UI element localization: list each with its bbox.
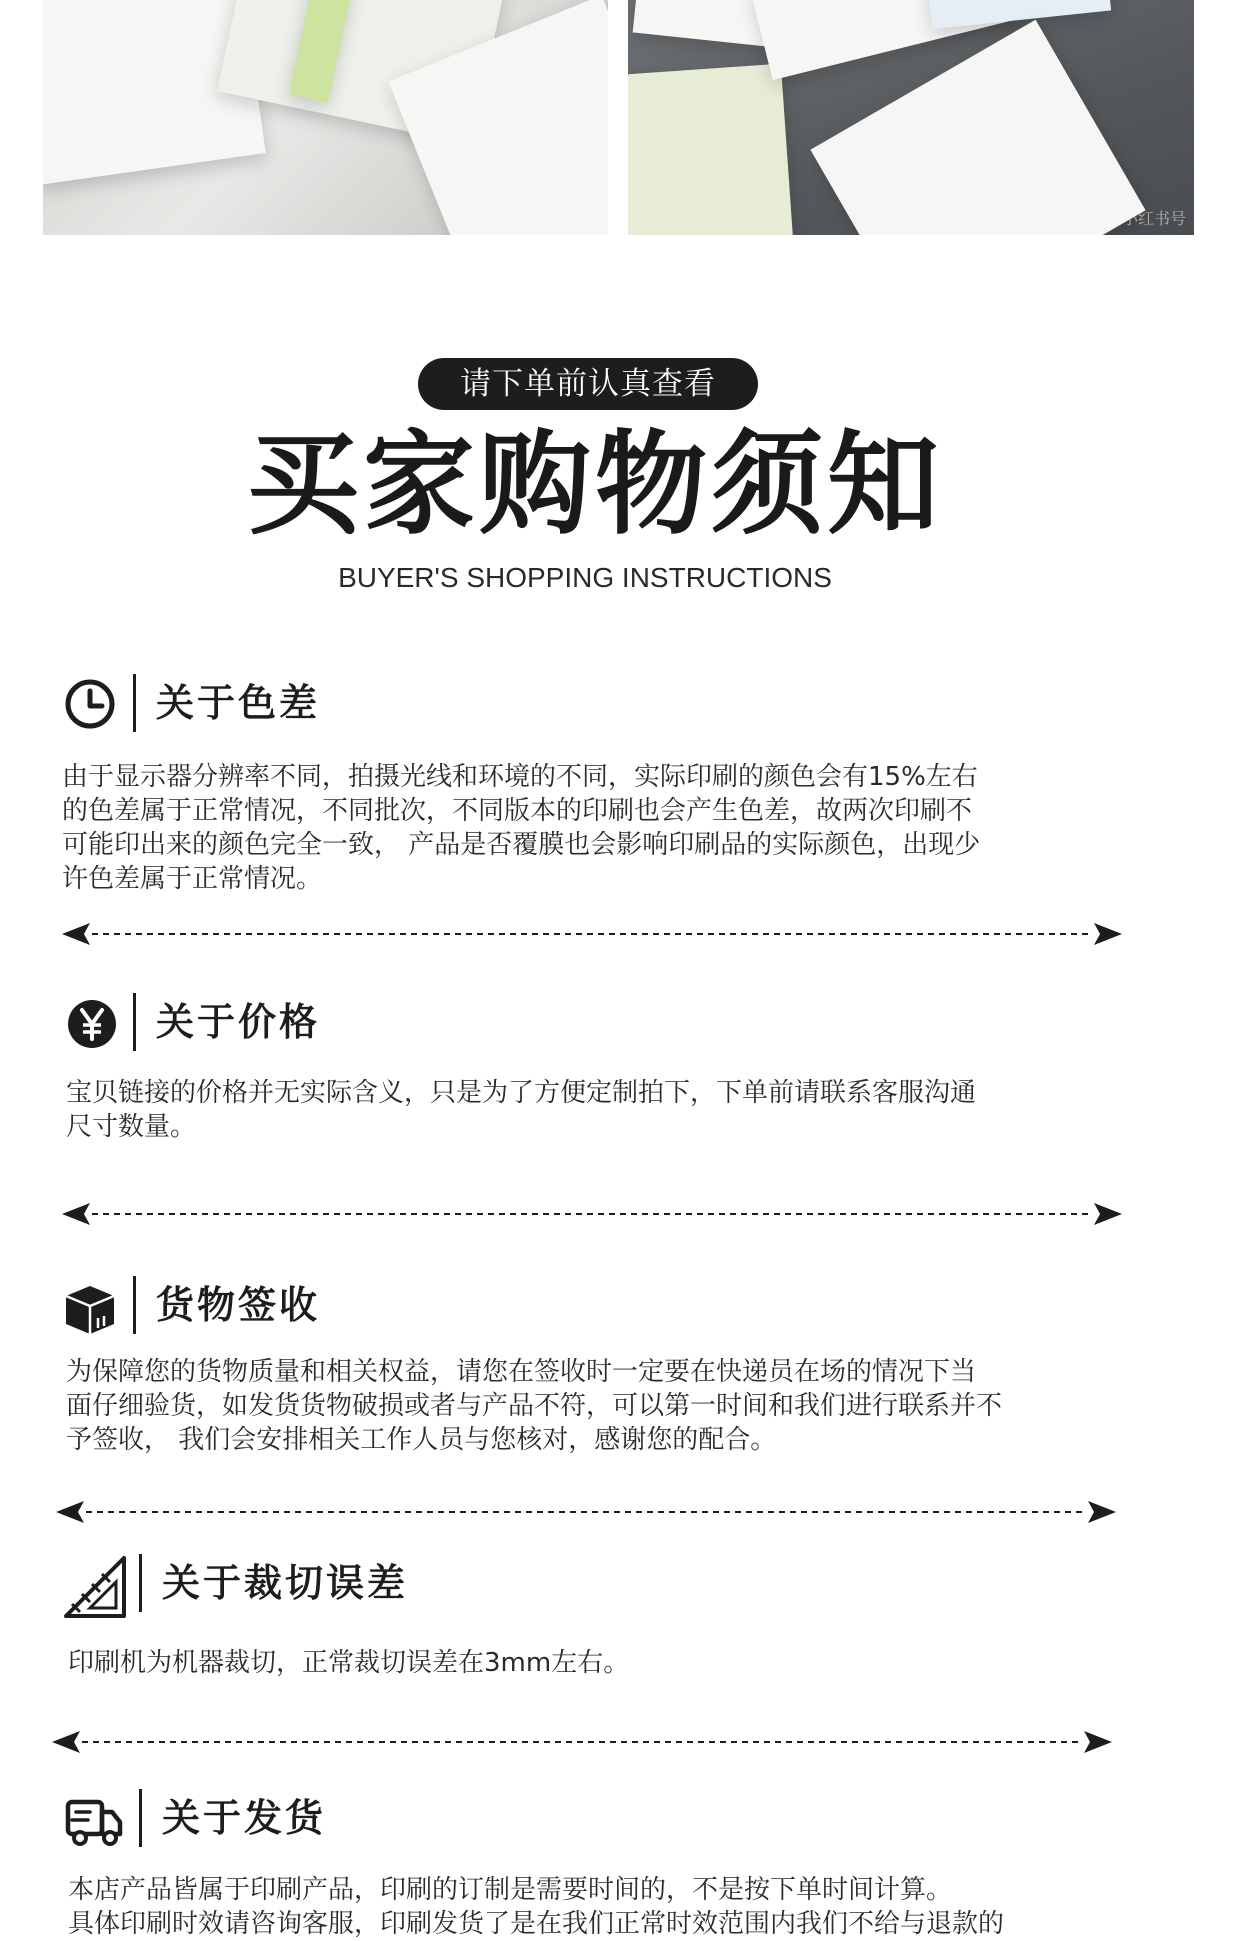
section-body-color: 由于显示器分辨率不同，拍摄光线和环境的不同，实际印刷的颜色会有15%左右 的色差属于正常情况，不同批次，不同版本的印刷也会产生色差，故两次印刷不 可能印出来的颜色完全一致， 产品是否覆膜也会影响印刷品的实际颜色，出现少 许色差属于正常情况。 <box>62 762 981 894</box>
dashed-divider <box>52 1727 1112 1757</box>
ruler-triangle-icon <box>62 1554 128 1620</box>
dashed-divider <box>62 1199 1122 1229</box>
section-heading-cutting: 关于裁切误差 <box>162 1561 409 1605</box>
section-heading-shipping: 关于发货 <box>162 1796 327 1840</box>
page-title: 买家购物须知 <box>247 420 943 550</box>
section-divider-bar <box>139 1789 142 1847</box>
notice-pill: 请下单前认真查看 <box>418 358 758 410</box>
section-heading-color: 关于色差 <box>156 681 321 725</box>
section-heading-receipt: 货物签收 <box>156 1283 321 1327</box>
product-photo-left <box>43 0 608 235</box>
package-icon <box>62 1280 118 1336</box>
section-divider-bar <box>133 674 136 732</box>
section-divider-bar <box>133 1276 136 1334</box>
section-divider-bar <box>133 993 136 1051</box>
watermark: 小红书号 <box>1121 209 1186 228</box>
delivery-truck-icon <box>64 1792 124 1852</box>
paper-box <box>925 0 1111 29</box>
section-heading-price: 关于价格 <box>156 1000 321 1044</box>
dashed-divider <box>56 1497 1116 1527</box>
product-photo-right <box>628 0 1194 235</box>
clock-icon <box>62 676 118 732</box>
section-body-shipping: 本店产品皆属于印刷产品，印刷的订制是需要时间的，不是按下单时间计算。 具体印刷时效请咨询客服，印刷发货了是在我们正常时效范围内我们不给与退款的 <box>68 1875 1005 1939</box>
page-subtitle: BUYER'S SHOPPING INSTRUCTIONS <box>338 562 832 593</box>
yen-icon <box>66 997 122 1053</box>
dashed-divider <box>62 919 1122 949</box>
paper-box <box>628 64 795 235</box>
section-divider-bar <box>139 1554 142 1612</box>
section-body-cutting: 印刷机为机器裁切，正常裁切误差在3mm左右。 <box>68 1648 630 1678</box>
section-body-receipt: 为保障您的货物质量和相关权益，请您在签收时一定要在快递员在场的情况下当 面仔细验货，如发货货物破损或者与产品不符，可以第一时间和我们进行联系并不 予签收， 我们会安排相关工作人员与您核对，感谢您的配合。 <box>66 1357 1003 1455</box>
section-body-price: 宝贝链接的价格并无实际含义，只是为了方便定制拍下，下单前请联系客服沟通 尺寸数量。 <box>66 1078 977 1142</box>
